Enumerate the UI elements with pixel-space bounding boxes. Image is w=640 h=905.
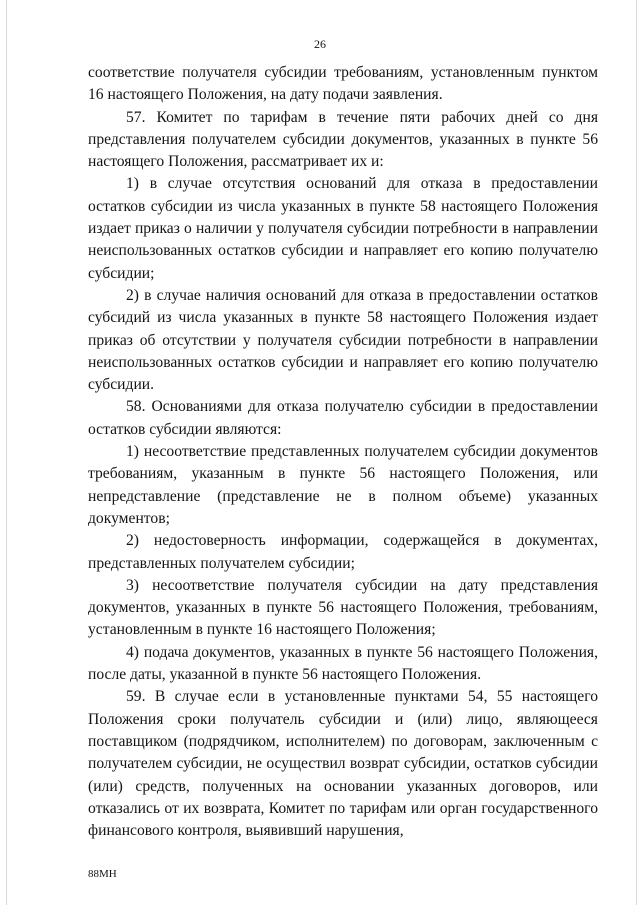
paragraph-57-sub-1: 1) в случае отсутствия оснований для отказа в предоставлении остатков субсидии из числа указанных в пункте 58 настоящего Положения издает приказ о наличии у получателя субсидии потребности в направлении неиспользованных остатков субсидии и направляет его копию получателю субсидии;: [88, 175, 598, 282]
paragraph-58-sub-1: 1) несоответствие представленных получателем субсидии документов требованиям, указанным в пункте 56 настоящего Положения, или непредставление (представление не в полном объеме) указанных документов;: [88, 443, 598, 527]
scan-edge-right: [636, 0, 637, 905]
document-code: 88МН: [88, 868, 117, 880]
paragraph-item-59: 59. В случае если в установленные пунктами 54, 55 настоящего Положения сроки получатель субсидии и (или) лицо, являющееся поставщиком (подрядчиком, исполнителем) по договорам, заключенным с получателем субсидии, не осуществил возврат субсидии, остатков субсидии (или) средств, полученных на основании указанных договоров, или отказались от их возврата, Комитет по тарифам или орган государственного финансового контроля, выявивший нарушения,: [88, 688, 598, 840]
document-body: [88, 62, 598, 842]
paragraph-58-sub-2: 2) недостоверность информации, содержащейся в документах, представленных получателем субсидии;: [88, 532, 598, 572]
scan-edge-left: [6, 0, 7, 905]
paragraph-58-sub-4: 4) подача документов, указанных в пункте 56 настоящего Положения, после даты, указанной в пункте 56 настоящего Положения.: [88, 643, 598, 684]
paragraph-58-sub-3: 3) несоответствие получателя субсидии на дату представления документов, указанных в пункте 56 настоящего Положения, требованиям, установленным в пункте 16 настоящего Положения;: [88, 576, 598, 639]
paragraph-item-58: 58. Основаниями для отказа получателю субсидии в предоставлении остатков субсидии являются:: [88, 398, 598, 438]
paragraph-continuation: соответствие получателя субсидии требованиям, установленным пунктом 16 настоящего Положения, на дату подачи заявления.: [88, 64, 598, 104]
paragraph-57-sub-2: 2) в случае наличия оснований для отказа в предоставлении остатков субсидий из числа указанных в пункте 58 настоящего Положения издает приказ об отсутствии у получателя субсидии потребности в направлении неиспользованных остатков субсидии и направляет его копию получателю субсидии.: [88, 286, 598, 394]
page-number: 26: [314, 37, 326, 51]
paragraph-item-57: 57. Комитет по тарифам в течение пяти рабочих дней со дня представления получателем субсидии документов, указанных в пункте 56 настоящего Положения, рассматривает их и:: [88, 108, 598, 171]
